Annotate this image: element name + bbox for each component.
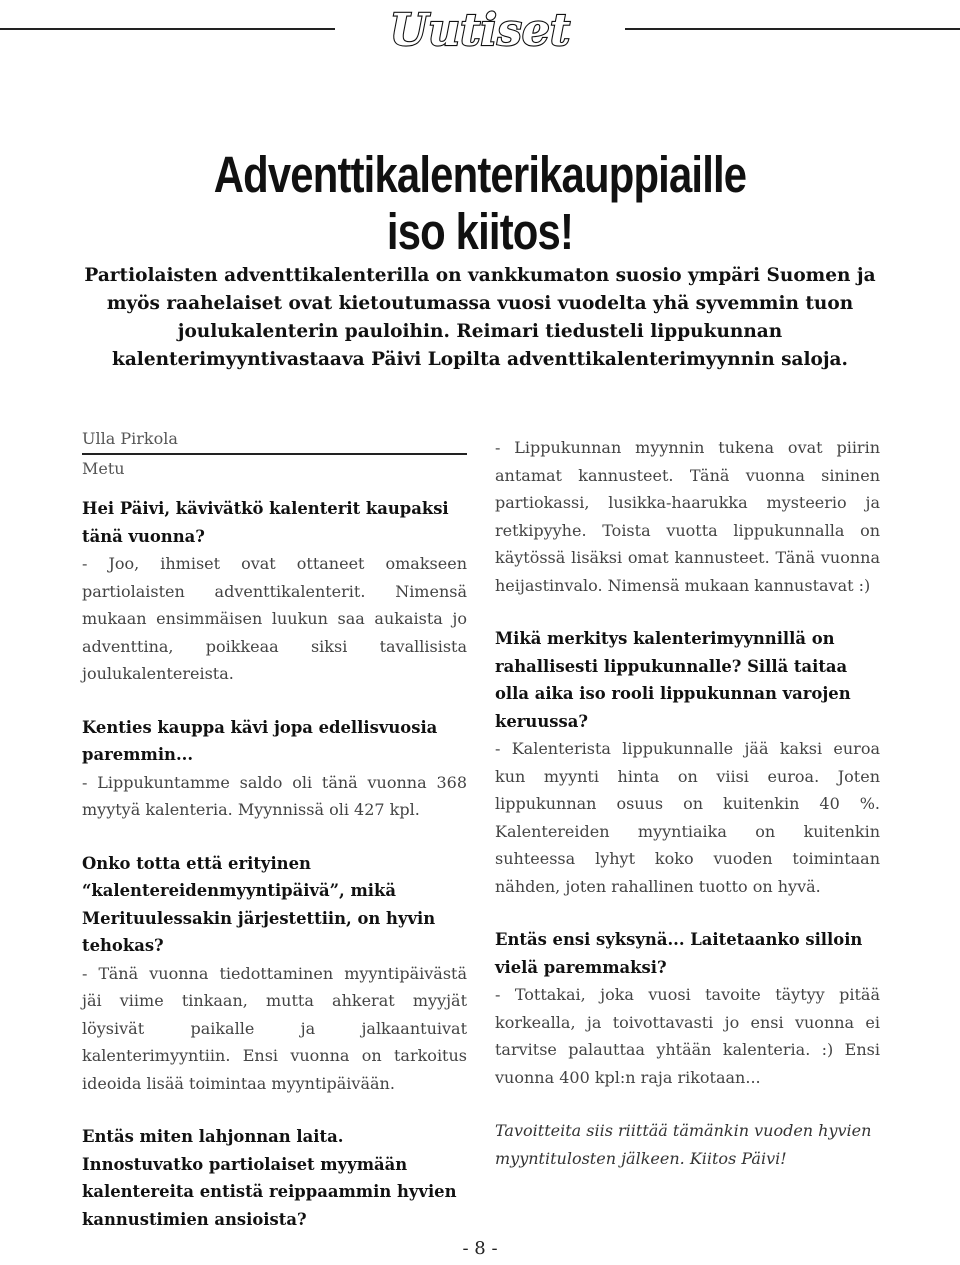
answer-1: - Joo, ihmiset ovat ottaneet omakseen partiolaisten adventtikalenterit. Nimensä mukaan ensimmäisen luukun saa aukaista jo adventtina, poikkeaa siksi tavallisista joulukalentereista. [82, 554, 467, 683]
header-rule-left [0, 28, 335, 30]
question-6: Entäs ensi syksynä... Laitetaanko silloin vielä paremmaksi? [495, 930, 863, 977]
byline-troop: Metu [82, 459, 125, 478]
column-left [82, 425, 467, 1233]
headline-line-2: iso kiitos! [386, 203, 574, 261]
page-number: - 8 - [462, 1238, 498, 1259]
answer-3: - Tänä vuonna tiedottaminen myyntipäivästä jäi viime tinkaan, mutta ahkerat myyjät löysivät paikalle ja jalkaantuivat kalenterimyyntiin. Ensi vuonna on tarkoitus ideoida lisää toimintaa myyntipäivään. [82, 963, 467, 1093]
question-1: Hei Päivi, kävivätkö kalenterit kaupaksi tänä vuonna? [82, 499, 449, 546]
masthead-title: Uutiset [389, 5, 571, 56]
headline-line-1: Adventtikalenterikauppiaille [213, 146, 747, 204]
question-4: Entäs miten lahjonnan laita. Innostuvatko partiolaiset myymään kalentereita entistä reippaammin hyvien kannustimien ansioista? [82, 1127, 457, 1229]
column-right [495, 434, 880, 1172]
closing-remark: Tavoitteita siis riittää tämänkin vuoden hyvien myyntitulosten jälkeen. Kiitos Päivi! [495, 1121, 872, 1168]
answer-5: - Kalenterista lippukunnalle jää kaksi euroa kun myynti hinta on viisi euroa. Joten lippukunnan osuus on kuitenkin 40 %. Kalentereiden myyntiaika on kuitenkin suhteessa lyhyt koko vuoden toimintaan nähden, joten rahallinen tuotto on hyvä. [495, 739, 880, 896]
answer-4: - Lippukunnan myynnin tukena ovat piirin antamat kannusteet. Tänä vuonna sininen partiokassi, lusikka-haarukka mysteerio ja retkipyyhe. Toista vuotta lippukunnalla on käytössä lisäksi omat kannusteet. Tänä vuonna heijastinvalo. Nimensä mukaan kannustavat :) [495, 438, 880, 595]
question-2: Kenties kauppa kävi jopa edellisvuosia paremmin... [82, 717, 438, 764]
lead-paragraph: Partiolaisten adventtikalenterilla on vankkumaton suosio ympäri Suomen ja myös raahelaiset ovat kietoutumassa vuosi vuodelta yhä syvemmin tuon joulukalenterin pauloihin. Reimari tiedusteli lippukunnan kalenterimyyntivastaava Päivi Lopilta adventtikalenterimyynnin saloja. [84, 265, 876, 370]
question-5: Mikä merkitys kalenterimyynnillä on rahallisesti lippukunnalle? Sillä taitaa olla aika iso rooli lippukunnan varojen keruussa? [495, 629, 851, 731]
answer-6: - Tottakai, joka vuosi tavoite täytyy pitää korkealla, ja toivottavasti jo ensi vuonna ei tarvitse palauttaa yhtään kalenteria. :) Ensi vuonna 400 kpl:n raja rikotaan... [495, 985, 880, 1087]
masthead-logo [345, 0, 615, 60]
headline [152, 146, 808, 260]
answer-2: - Lippukuntamme saldo oli tänä vuonna 368 myytyä kalenteria. Myynnissä oli 427 kpl. [82, 772, 467, 819]
byline-author: Ulla Pirkola [82, 429, 178, 448]
header-rule-right [625, 28, 960, 30]
question-3: Onko totta että erityinen “kalentereidenmyyntipäivä”, mikä Merituulessakin järjestettiin, on hyvin tehokas? [82, 853, 436, 955]
